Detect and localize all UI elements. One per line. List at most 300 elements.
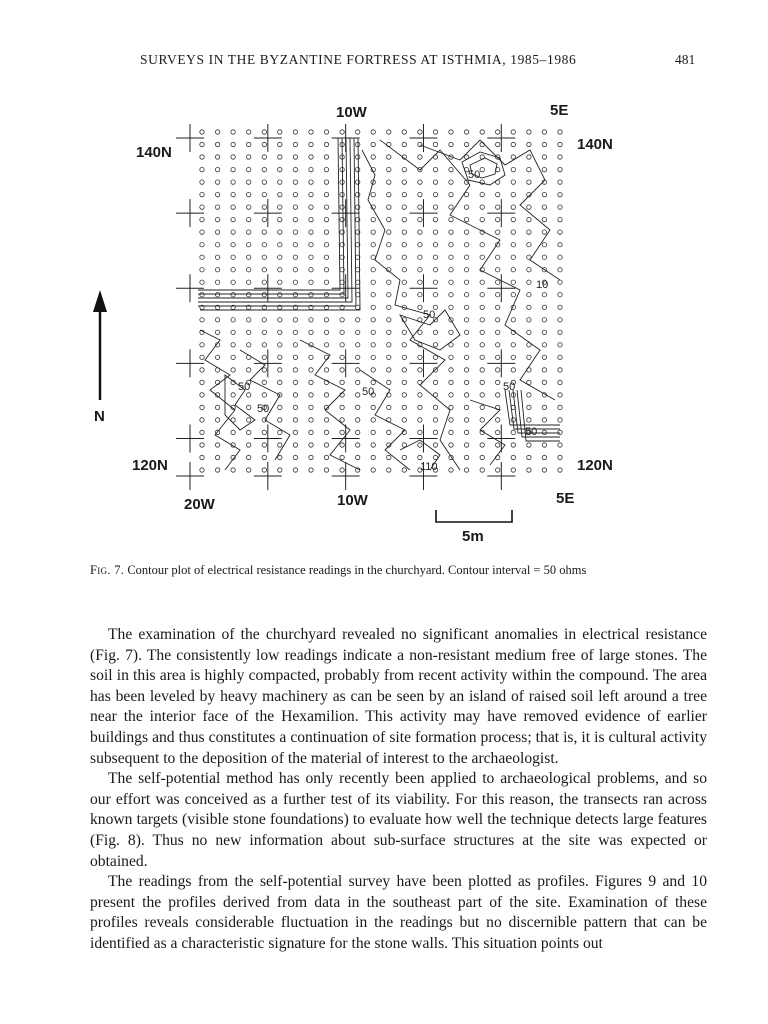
grid-point [418,305,422,309]
grid-point [340,217,344,221]
grid-point [387,205,391,209]
grid-point [262,343,266,347]
grid-point [293,443,297,447]
grid-point [231,130,235,134]
grid-point [356,167,360,171]
grid-point [558,217,562,221]
grid-point [511,192,515,196]
grid-point [324,293,328,297]
grid-point [542,330,546,334]
grid-point [371,468,375,472]
grid-point [231,155,235,159]
grid-point [278,217,282,221]
grid-point [371,368,375,372]
grid-point [480,418,484,422]
grid-point [247,192,251,196]
grid-point [340,455,344,459]
grid-point [480,468,484,472]
contour-value-label: 50 [503,381,516,393]
grid-point [511,243,515,247]
grid-point [278,368,282,372]
grid-point [215,418,219,422]
grid-point [247,368,251,372]
grid-point [340,330,344,334]
grid-point [324,205,328,209]
grid-point [293,205,297,209]
grid-point [527,330,531,334]
grid-point [449,255,453,259]
grid-point [449,205,453,209]
grid-point [480,368,484,372]
grid-point [496,393,500,397]
label-left-120n: 120N [132,457,168,474]
grid-point [309,318,313,322]
contour-lines [198,138,560,470]
grid-point [527,142,531,146]
grid-point [356,330,360,334]
grid-point [402,243,406,247]
grid-point [418,155,422,159]
contour-value-label: 50 [362,386,375,398]
grid-point [356,318,360,322]
grid-point [480,405,484,409]
figure-caption [90,563,730,578]
grid-point [496,230,500,234]
grid-point [480,318,484,322]
grid-point [542,130,546,134]
grid-point [402,180,406,184]
grid-point [340,405,344,409]
grid-point [231,205,235,209]
grid-point [371,318,375,322]
grid-point [480,130,484,134]
grid-point [293,330,297,334]
grid-point [527,318,531,322]
grid-point [371,443,375,447]
contour-value-label: 10 [536,279,549,291]
paragraph-3: The readings from the self-potential survey have been plotted as profiles. Figures 9 and 10 present the profiles derived from data in the southeast part of the site. Examination of these profiles reveals considerable fluctuation in the readings but no discernible pattern that can be identified as a characteristic signature for the stone walls. This situation points out [90,873,707,952]
grid-point [527,217,531,221]
contour-value-label: 50 [238,381,251,393]
grid-point [309,155,313,159]
grid-point [324,468,328,472]
grid-point [527,243,531,247]
grid-point [527,393,531,397]
grid-point [402,330,406,334]
grid-point [496,430,500,434]
grid-point [293,230,297,234]
grid-point [542,217,546,221]
grid-point [558,468,562,472]
grid-point [324,167,328,171]
label-bottom-10w: 10W [337,492,368,509]
grid-point [231,343,235,347]
grid-point [558,243,562,247]
grid-point [371,418,375,422]
grid-point [231,230,235,234]
grid-point [496,192,500,196]
grid-point [278,380,282,384]
grid-point [387,192,391,196]
grid-point [215,243,219,247]
grid-point [215,230,219,234]
grid-point [324,280,328,284]
grid-point [231,468,235,472]
grid-point [324,430,328,434]
grid-point [278,343,282,347]
grid-point [387,455,391,459]
grid-point [402,343,406,347]
grid-point [293,368,297,372]
grid-point [418,280,422,284]
grid-point [278,243,282,247]
grid-point [402,230,406,234]
grid-point [262,393,266,397]
grid-point [200,343,204,347]
grid-point [356,455,360,459]
grid-point [542,343,546,347]
grid-point [433,205,437,209]
grid-point [480,167,484,171]
grid-point [247,130,251,134]
grid-point [215,355,219,359]
grid-point [480,280,484,284]
grid-point [231,142,235,146]
grid-point [231,217,235,221]
grid-point [542,255,546,259]
grid-point [200,418,204,422]
grid-point [542,155,546,159]
grid-point [324,455,328,459]
grid-point [464,355,468,359]
grid-point [262,192,266,196]
grid-point [511,180,515,184]
grid-point [309,205,313,209]
grid-point [418,192,422,196]
grid-point [247,180,251,184]
grid-point [449,268,453,272]
grid-point [418,355,422,359]
grid-point [215,405,219,409]
grid-point [215,268,219,272]
grid-point [278,468,282,472]
grid-point [464,330,468,334]
grid-point [293,280,297,284]
grid-point [309,255,313,259]
grid-point [200,217,204,221]
grid-point [309,130,313,134]
grid-point [527,293,531,297]
grid-point [309,455,313,459]
grid-point [231,243,235,247]
grid-point [200,243,204,247]
grid-point [247,255,251,259]
grid-point [324,330,328,334]
grid-point [231,393,235,397]
contour-value-label: 110 [420,461,438,473]
grid-point [387,380,391,384]
grid-point [215,205,219,209]
grid-point [200,468,204,472]
grid-point [387,405,391,409]
grid-point [200,430,204,434]
grid-point [340,430,344,434]
grid-point [464,130,468,134]
grid-point [542,142,546,146]
grid-point [293,455,297,459]
grid-point [464,405,468,409]
grid-point [449,167,453,171]
grid-point [511,455,515,459]
grid-point [278,230,282,234]
grid-point [262,230,266,234]
grid-point [278,418,282,422]
grid-point [309,368,313,372]
contour-value-label: 50 [257,403,270,415]
grid-point [215,293,219,297]
grid-point [418,430,422,434]
grid-point [340,318,344,322]
contour-line [198,138,356,306]
grid-point [356,380,360,384]
grid-point [371,142,375,146]
grid-point [324,443,328,447]
grid-point [387,293,391,297]
grid-point [309,418,313,422]
grid-point [247,205,251,209]
grid-point [449,430,453,434]
grid-point [449,192,453,196]
grid-point [387,280,391,284]
grid-point [558,330,562,334]
grid-point [558,430,562,434]
grid-point [433,230,437,234]
grid-point [231,318,235,322]
grid-point [200,318,204,322]
grid-point [433,418,437,422]
grid-point [433,280,437,284]
grid-point [527,130,531,134]
grid-point [402,255,406,259]
grid-point [496,418,500,422]
grid-point [449,180,453,184]
grid-point [387,255,391,259]
grid-point [293,167,297,171]
grid-point [247,243,251,247]
grid-point [309,230,313,234]
grid-point [449,355,453,359]
grid-point [387,305,391,309]
grid-point [247,142,251,146]
grid-point [356,355,360,359]
grid-point [387,167,391,171]
grid-point [496,380,500,384]
grid-point [262,268,266,272]
grid-point [309,443,313,447]
grid-point [402,355,406,359]
grid-point [356,443,360,447]
grid-point [387,468,391,472]
grid-point [278,430,282,434]
grid-point [527,280,531,284]
grid-point [324,217,328,221]
grid-point [418,293,422,297]
grid-point [200,205,204,209]
grid-point [496,280,500,284]
grid-point [387,330,391,334]
grid-point [480,380,484,384]
grid-point [356,393,360,397]
grid-point [387,355,391,359]
grid-point [262,217,266,221]
grid-point [262,142,266,146]
grid-point [418,180,422,184]
grid-point [527,268,531,272]
grid-point [247,268,251,272]
grid-point [309,142,313,146]
contour-line [200,330,240,470]
contour-value-label: 50 [423,309,436,321]
grid-point [496,255,500,259]
grid-point [527,443,531,447]
grid-point [231,167,235,171]
grid-point [511,443,515,447]
grid-point [464,443,468,447]
grid-point [247,468,251,472]
grid-point [387,130,391,134]
grid-point [464,305,468,309]
grid-point [324,230,328,234]
grid-point [200,180,204,184]
grid-point [542,430,546,434]
grid-point [262,330,266,334]
grid-point [449,130,453,134]
grid-point [293,343,297,347]
grid-point [418,217,422,221]
grid-point [262,167,266,171]
grid-point [449,418,453,422]
grid-point [200,393,204,397]
grid-point [231,330,235,334]
grid-point [262,130,266,134]
grid-point [200,142,204,146]
grid-point [371,130,375,134]
grid-point [511,268,515,272]
grid-point [480,305,484,309]
grid-point [215,468,219,472]
grid-point [200,255,204,259]
grid-point [402,217,406,221]
grid-point [371,280,375,284]
grid-point [511,217,515,221]
grid-point [278,255,282,259]
grid-point [542,318,546,322]
grid-point [262,380,266,384]
grid-point [480,217,484,221]
grid-point [449,393,453,397]
grid-point [558,318,562,322]
grid-point [387,230,391,234]
grid-point [324,155,328,159]
grid-point [215,142,219,146]
grid-point [402,142,406,146]
grid-point [418,393,422,397]
grid-point [433,142,437,146]
grid-point [340,205,344,209]
grid-point [542,418,546,422]
grid-point [356,430,360,434]
grid-point [402,443,406,447]
grid-point [449,243,453,247]
grid-point [371,380,375,384]
grid-point [200,192,204,196]
grid-point [200,130,204,134]
grid-point [247,343,251,347]
grid-point [418,418,422,422]
grid-point [340,355,344,359]
grid-point [418,205,422,209]
grid-point [542,230,546,234]
grid-point [371,243,375,247]
grid-point [278,180,282,184]
grid-point [247,405,251,409]
grid-point [215,130,219,134]
running-title: SURVEYS IN THE BYZANTINE FORTRESS AT ISTHMIA, 1985–1986 [140,52,577,67]
grid-point [433,243,437,247]
grid-point [278,142,282,146]
label-top-5e: 5E [550,102,569,119]
grid-point [293,380,297,384]
grid-point [542,305,546,309]
grid-point [387,180,391,184]
grid-point [496,468,500,472]
grid-point [542,167,546,171]
grid-point [247,330,251,334]
grid-point [402,280,406,284]
grid-point [464,343,468,347]
grid-point [200,230,204,234]
body-text [90,625,707,955]
grid-point [496,368,500,372]
grid-point [402,393,406,397]
grid-point [247,280,251,284]
grid-point [231,192,235,196]
grid-point [247,167,251,171]
contour-line [198,138,340,290]
grid-point [558,230,562,234]
grid-point [324,318,328,322]
grid-point [433,217,437,221]
grid-point [542,405,546,409]
grid-point [293,355,297,359]
grid-point [464,430,468,434]
grid-point [558,142,562,146]
grid-point [340,343,344,347]
grid-point [262,243,266,247]
grid-point [449,230,453,234]
grid-point [387,155,391,159]
grid-point [293,130,297,134]
grid-point [309,380,313,384]
grid-point [511,293,515,297]
grid-point [309,355,313,359]
grid-point [371,217,375,221]
grid-point [356,405,360,409]
grid-point [480,293,484,297]
grid-point [247,455,251,459]
grid-point [464,268,468,272]
grid-point [247,443,251,447]
